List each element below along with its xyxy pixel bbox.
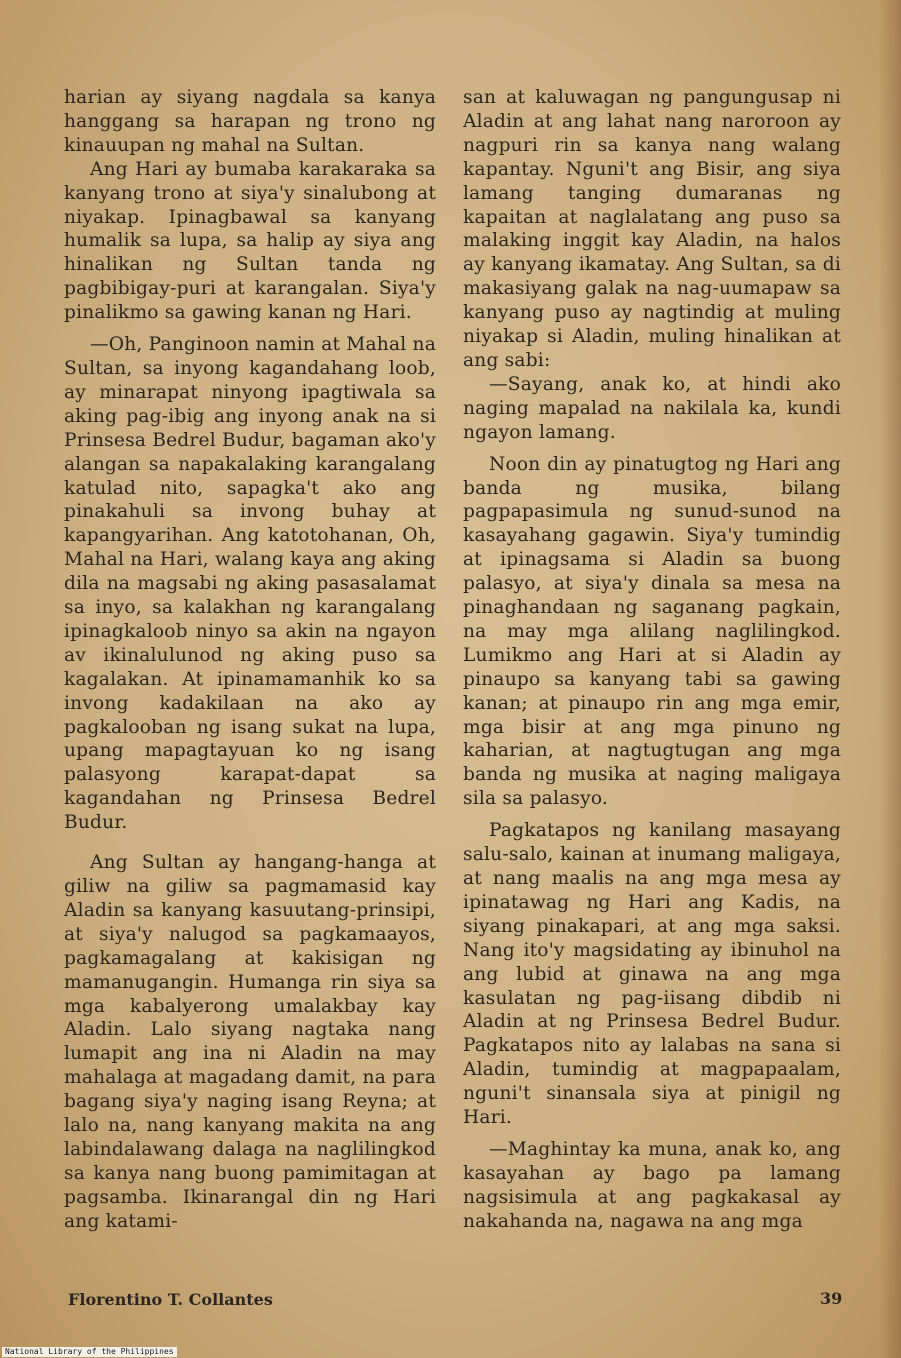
right-paragraph-3: Noon din ay pinatugtog ng Hari ang banda ng musika, bilang pagpapasimula ng sunud-sunod na kasayahang gagawin. Siya'y tumindig at ipinagsama si Aladin sa buong palasyo, at siya'y dinala sa mesa na pinaghandaan ng saganang pagkain, na may mga alilang naglilingkod. Lumikmo ang Hari at si Aladin ay pinaupo sa kanyang tabi sa gawing kanan; at pinaupo rin ang mga emir, mga bisir at ang mga pinuno ng kaharian, at nagtugtugan ang mga banda ng musika at naging maligaya sila sa palasyo. [463,453,841,810]
library-credit: National Library of the Philippines [2,1347,177,1357]
right-column [463,86,841,1234]
left-paragraph-4: Ang Sultan ay hangang-hanga at giliw na giliw sa pagmamasid kay Aladin sa kanyang kasuutang-prinsipi, at siya'y nalugod sa pagkamaayos, pagkamagalang at kakisigan ng mamanugangin. Humanga rin siya sa mga kabalyerong umalakbay kay Aladin. Lalo siyang nagtaka nang lumapit ang ina ni Aladin na may mahalaga at magadang damit, na para bagang siya'y naging isang Reyna; at lalo na, nang kanyang makita na ang labindalawang dalaga na naglilingkod sa kanya nang buong pamimitagan at pagsamba. Ikinarangal din ng Hari ang katami- [64,852,436,1232]
left-column [64,86,436,1234]
right-paragraph-4: Pagkatapos ng kanilang masayang salu-salo, kainan at inumang maligaya, at nang maalis na ang mga mesa ay ipinatawag ng Hari ang Kadis, na siyang pinakapari, at ang mga saksi. Nang ito'y magsidating ay ibinuhol na ang lubid at ginawa na ang mga kasulatan ng pag-iisang dibdib ni Aladin at ng Prinsesa Bedrel Budur. Pagkatapos nito ay lalabas na sana si Aladin, tumindig at magpapaalam, nguni't sinansala siya at pinigil ng Hari. [463,820,841,1129]
left-paragraph-2: Ang Hari ay bumaba karakaraka sa kanyang trono at siya'y sinalubong at niyakap. Ipinagbawal sa kanyang humalik sa lupa, sa halip ay siya ang hinalikan ng Sultan tanda ng pagbibigay-puri at karangalan. Siya'y pinalikmo sa gawing kanan ng Hari. [64,158,436,324]
left-paragraph-3: —Oh, Panginoon namin at Mahal na Sultan, sa inyong kagandahang loob, ay minarapat ninyong ipagtiwala sa aking pag-ibig ang inyong anak na si Prinsesa Bedrel Budur, bagaman ako'y alangan sa napakalaking karangalang katulad nito, sapagka't ako ang pinakahuli sa invong buhay at kapangyarihan. Ang katotohanan, Oh, Mahal na Hari, walang kaya ang aking dila na magsabi ng aking pasasalamat sa inyo, sa kalakhan ng karangalang ipinagkaloob ninyo sa akin na ngayon av ikinalulunod ng aking puso sa kagalakan. At ipinamamanhik ko sa invong kadakilaan na ako ay pagkalooban ng isang sukat na lupa, upang mapagtayuan ko ng isang palasyong karapat-dapat sa kagandahan ng Prinsesa Bedrel Budur. [64,334,436,834]
page-edge-shadow [879,0,901,1358]
left-paragraph-1: harian ay siyang nagdala sa kanya hanggang sa harapan ng trono ng kinauupan ng mahal na Sultan. [64,87,436,156]
right-paragraph-2: —Sayang, anak ko, at hindi ako naging mapalad na nakilala ka, kundi ngayon lamang. [463,373,841,443]
right-paragraph-1: san at kaluwagan ng pangungusap ni Aladin at ang lahat nang naroroon ay nagpuri rin sa kanya nang walang kapantay. Nguni't ang Bisir, ang siya lamang tanging dumaranas ng kapaitan at naglalatang ang puso sa malaking inggit kay Aladin, na halos ay kanyang ikamatay. Ang Sultan, sa di makasiyang galak na nag-uumapaw sa kanyang puso ay nagtindig at muling niyakap si Aladin, muling hinalikan at ang sabi: [463,87,841,371]
page-number: 39 [820,1289,843,1308]
footer-author: Florentino T. Collantes [68,1290,273,1309]
right-paragraph-5: —Maghintay ka muna, anak ko, ang kasayahan ay bago pa lamang nagsisimula at ang pagkakasal ay nakahanda na, nagawa na ang mga [463,1138,841,1232]
